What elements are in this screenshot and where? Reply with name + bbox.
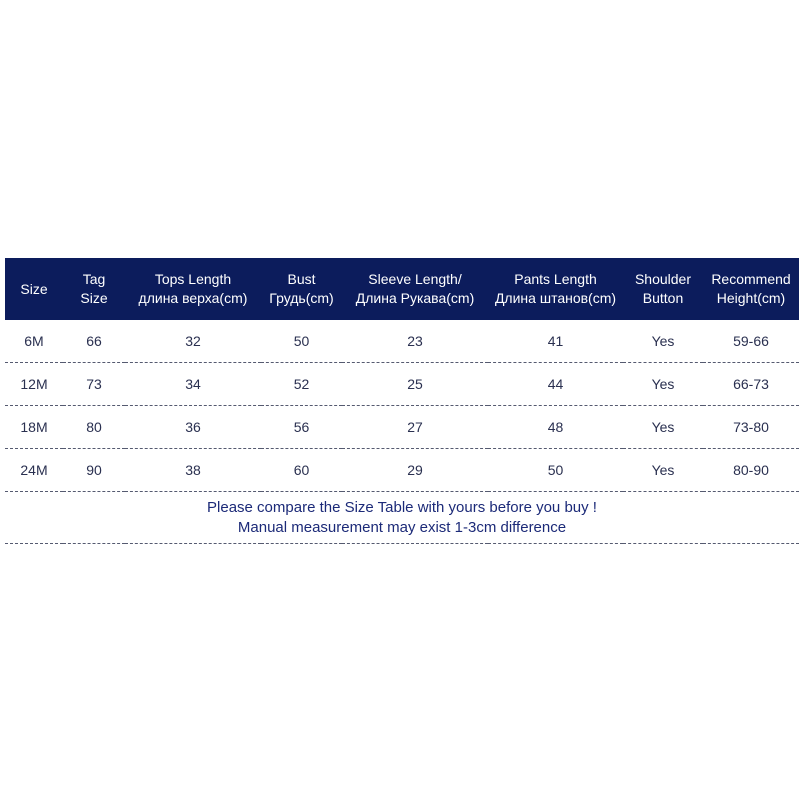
cell-sleeve-length: 29 [342,449,488,492]
cell-pants-length: 41 [488,320,623,363]
header-tops-length [125,258,261,320]
cell-shoulder-button: Yes [623,363,703,406]
size-table [5,258,799,544]
header-shoulder-button [623,258,703,320]
header-label-line: Size [20,280,48,297]
cell-size: 6M [5,320,63,363]
notes-cell [5,492,799,544]
cell-recommend-height: 66-73 [703,363,799,406]
cell-bust: 60 [261,449,342,492]
note-compare-size: Please compare the Size Table with yours before you buy ! [207,498,597,516]
table-row [5,320,799,363]
header-label-line: Грудь(cm) [269,290,334,306]
table-header [5,258,799,320]
header-pants-length [488,258,623,320]
cell-recommend-height: 80-90 [703,449,799,492]
header-label-line: Shoulder [634,271,692,287]
table-row [5,363,799,406]
header-row [5,258,799,320]
cell-tag-size: 66 [63,320,125,363]
header-label-line: Bust [287,271,316,287]
cell-shoulder-button: Yes [623,449,703,492]
table-row [5,406,799,449]
cell-pants-length: 44 [488,363,623,406]
cell-pants-length: 48 [488,406,623,449]
cell-tops-length: 38 [125,449,261,492]
note-measurement-difference: Manual measurement may exist 1-3cm difference [237,518,567,536]
header-recommend-height [703,258,799,320]
cell-bust: 56 [261,406,342,449]
cell-size: 18M [5,406,63,449]
cell-tops-length: 34 [125,363,261,406]
header-label-line: длина верха(cm) [138,290,248,306]
cell-sleeve-length: 23 [342,320,488,363]
cell-tag-size: 80 [63,406,125,449]
header-label-line: Height(cm) [716,290,786,306]
cell-tag-size: 90 [63,449,125,492]
header-label-line: Size [80,290,108,306]
cell-size: 24M [5,449,63,492]
header-size [5,258,63,320]
header-label-line: Длина штанов(cm) [494,290,617,306]
header-tag-size [63,258,125,320]
cell-sleeve-length: 27 [342,406,488,449]
header-bust [261,258,342,320]
cell-recommend-height: 73-80 [703,406,799,449]
cell-tag-size: 73 [63,363,125,406]
cell-tops-length: 36 [125,406,261,449]
cell-shoulder-button: Yes [623,320,703,363]
header-label-line: Sleeve Length/ [368,271,462,287]
header-label-line: Tops Length [154,271,232,287]
cell-shoulder-button: Yes [623,406,703,449]
header-label-line: Button [642,290,684,306]
header-label-line: Длина Рукава(cm) [355,290,475,306]
notes-row [5,492,799,544]
cell-pants-length: 50 [488,449,623,492]
cell-bust: 50 [261,320,342,363]
cell-bust: 52 [261,363,342,406]
cell-recommend-height: 59-66 [703,320,799,363]
cell-tops-length: 32 [125,320,261,363]
cell-size: 12M [5,363,63,406]
header-label-line: Pants Length [514,271,597,287]
cell-sleeve-length: 25 [342,363,488,406]
table-body [5,320,799,544]
table-row [5,449,799,492]
header-label-line: Tag [82,271,106,287]
header-sleeve-length [342,258,488,320]
header-label-line: Recommend [711,271,791,287]
